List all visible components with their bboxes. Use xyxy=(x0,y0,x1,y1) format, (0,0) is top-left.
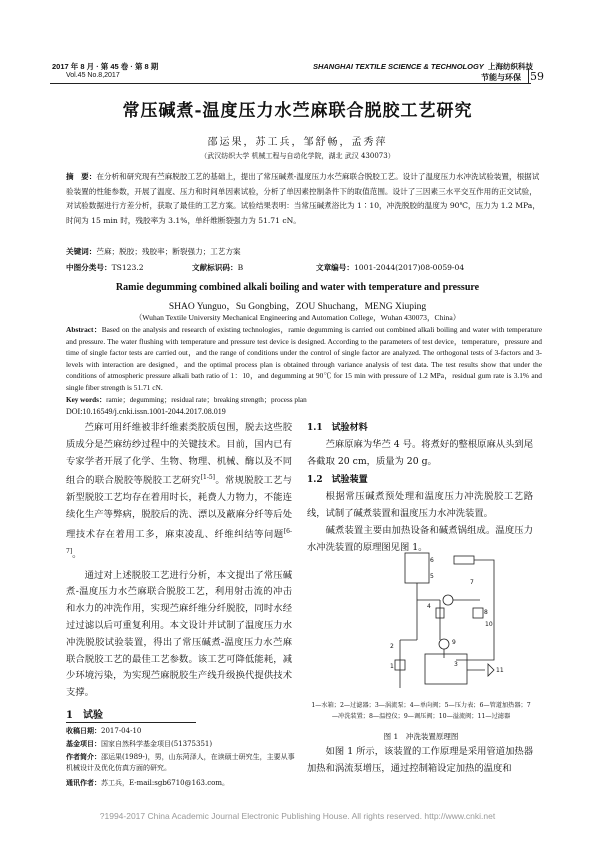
keywords-cn: 关键词：苎麻；脱胶；残胶率；断裂强力；工艺方案 xyxy=(66,247,241,256)
footnote-rule xyxy=(66,722,196,723)
footnote-author: 作者简介：邵运果(1989-)，男，山东菏泽人，在读硕士研究生，主要从事机械设计及优化仿真方面的研究。 xyxy=(66,752,295,772)
journal-name-en: SHANGHAI TEXTILE SCIENCE & TECHNOLOGY 上海纺织科技 xyxy=(312,62,533,71)
body-right-bottom: 如图 1 所示，该装置的工作原理是采用管道加热器加热和涡流泵增压，通过控制箱设定加热的温度和 xyxy=(307,746,533,774)
journal-name-cn: 上海纺织科技 xyxy=(488,62,533,71)
footnote-fund: 基金项目：国家自然科学基金项目(51375351) xyxy=(66,739,213,748)
figure-part-label: 8 xyxy=(484,609,488,616)
page-number: 59 xyxy=(530,70,544,83)
english-affiliation: （Wuhan Textile University Mechanical Engineering and Automation College，Wuhan 430073，China） xyxy=(134,313,461,322)
authors: 邵运果，苏工兵，邹舒畅，孟秀萍 xyxy=(207,137,388,148)
figure-part-label: 5 xyxy=(430,573,434,580)
body-right-top: 1.1 试验材料 苎麻原麻为华苎 4 号。将煮好的整根原麻从头到尾各截取 20 cm，质量为 20 g。 1.2 试验装置 根据常压碱煮预处理和温度压力冲洗脱胶工艺路线，试制了碱煮装置和温度压力水冲洗装置。 碱煮装置主要由加热设备和碱煮锅组成。温度压力水冲洗装置的原理图见图 1。 xyxy=(307,423,533,553)
figure-part-label: 3 xyxy=(454,661,458,668)
header-vertical-rule xyxy=(528,68,529,84)
classification-row: 中图分类号：TS123.2 文献标识码：B 文章编号：1001-2044(2017)08-0059-04 xyxy=(66,263,465,272)
figure-legend: 1—水箱；2—过滤器；3—涡流泵；4—单向阀；5—压力表；6—管道加热器；7—冲洗装置；8—温控仪；9—调压阀；10—溢流阀；11—过滤器 xyxy=(311,702,531,720)
journal-date-cn: 2017 年 8 月 · 第 45 卷 · 第 8 期 xyxy=(52,62,159,71)
abstract-label: 摘 要： xyxy=(66,172,97,181)
copyright-footer: ?1994-2017 China Academic Journal Electronic Publishing House. All rights reserved. http://www.cnki.net xyxy=(99,811,496,821)
abstract-cn xyxy=(66,170,542,228)
page-title: 常压碱煮-温度压力水苎麻联合脱胶工艺研究 xyxy=(122,101,473,121)
figure-part-label: 7 xyxy=(470,579,474,586)
figure-part-label: 4 xyxy=(427,603,431,610)
affiliation: （武汉纺织大学 机械工程与自动化学院，湖北 武汉 430073） xyxy=(200,152,395,160)
english-title: Ramie degumming combined alkali boiling and water with temperature and pressure xyxy=(115,282,480,293)
english-keywords: Key words：ramie；degumming；residual rate；breaking strength；process plan xyxy=(66,396,307,404)
footnote-correspondence: 通讯作者：苏工兵，E-mail:sgb6710@163.com。 xyxy=(66,778,229,787)
figure-part-label: 2 xyxy=(390,643,394,650)
figure-part-label: 9 xyxy=(452,639,456,646)
footnote-received: 收稿日期：2017-04-10 xyxy=(66,726,142,735)
journal-volume-en: Vol.45 No.8,2017 xyxy=(66,72,120,79)
header-rule xyxy=(50,83,531,84)
figure-caption: 图 1 冲洗装置原理图 xyxy=(383,732,459,741)
flushing-device-schematic xyxy=(370,548,510,698)
english-abstract: Abstract：Based on the analysis and research of existing technologies，ramie degumming is carried out combined alkali boiling and water with temperature and pressure. The water flushing with temperature and pressure test device is designed. According to the parameters of test device，temperature，pressure and time of single factor tests are carried out，and the range of conditions under the control of single factor are analyzed. The orthogonal tests of 3-factors and 3-levels with interaction are designed，and the optimal process plan is obtained through variance analysis of test data. The test results show that under the conditions of atmospheric pressure alkali bath ratio of 1：10，and degumming at 90℃ for 15 min with pressure of 1.2 MPa，residual gum rate is 3.1% and single fiber strength is 51.71 cN. xyxy=(66,325,542,392)
abstract-text: 在分析和研究现有苎麻脱胶工艺的基础上，提出了常压碱煮-温度压力水苎麻联合脱胶工艺。设计了温度压力水冲洗试验装置，根据试验装置的性能参数，开展了温度、压力和时间单因素试验，分析了单因素控制条件下的取值范围。设计了三因素三水平交互作用的正交试验，对试验数据进行方差分析，获取了最佳的工艺方案。试验结果表明：当常压碱煮浴比为 1∶10，冲洗脱胶的温度为 90℃，压力为 1.2 MPa，时间为 15 min 时，残胶率为 3.1%，单纤维断裂强力为 51.71 cN。 xyxy=(66,172,540,225)
figure-part-label: 11 xyxy=(496,667,504,674)
figure-part-label: 10 xyxy=(485,621,493,628)
section-name: 节能与环保 xyxy=(481,73,521,82)
english-authors: SHAO Yunguo，Su Gongbing，ZOU Shuchang，MENG Xiuping xyxy=(168,302,427,312)
body-left-column: 苎麻可用纤维被非纤维素类胶质包围，脱去这些胶质成分是苎麻纺纱过程中的关键技术。目前，国内已有专家学者开展了化学、生物、物理、机械、酶以及不同组合的联合脱胶等脱胶工艺研究[1-5]。常规脱胶工艺与新型脱胶工艺均存在着用时长，耗费人力物力，不能连续化生产等弊病，脱胶后的洗、漂以及蔽麻分纤等后处理技术存在着用工多，麻束凌乱、纤维纠结等问题[6-7]。 通过对上述脱胶工艺进行分析，本文提出了常压碱煮-温度压力水苎麻联合脱胶工艺，利用射击流的冲击和水力的冲洗作用，实现苎麻纤维分纤脱胶，同时水经过过滤以后可重复利用。本文设计并试制了温度压力水冲洗脱胶试验装置，得出了常压碱煮-温度压力水苎麻联合脱胶工艺的最佳工艺参数。该工艺可降低能耗，减少环境污染，为实现苎麻脱胶生产线升级换代提供技术支撑。 1 试验 xyxy=(66,420,292,725)
figure-part-label: 6 xyxy=(430,557,434,564)
figure-part-label: 1 xyxy=(390,663,394,670)
section-heading: 1 试验 xyxy=(66,710,103,722)
doi: DOI:10.16549/j.cnki.issn.1001-2044.2017.08.019 xyxy=(66,407,226,416)
